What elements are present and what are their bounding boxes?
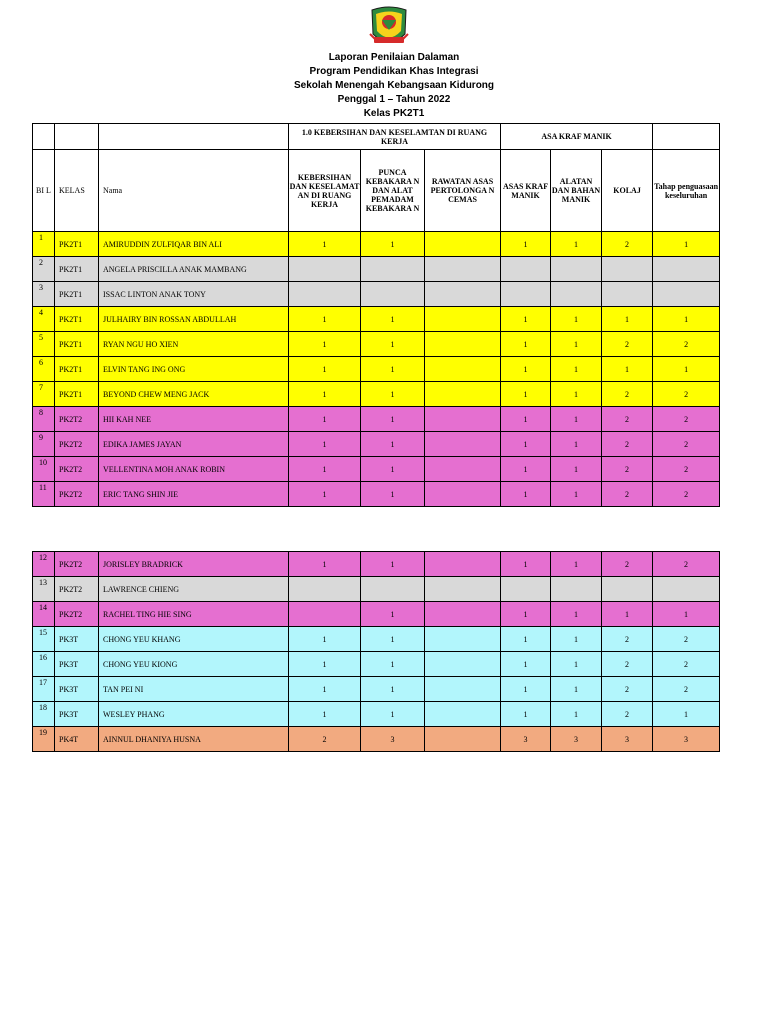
cell-nama: JORISLEY BRADRICK (99, 552, 289, 577)
cell-kolaj: 2 (602, 552, 653, 577)
cell-punca-kebakaran (361, 257, 425, 282)
cell-punca-kebakaran: 1 (361, 307, 425, 332)
cell-rawatan (425, 357, 501, 382)
cell-nama: TAN PEI NI (99, 677, 289, 702)
cell-kelas: PK3T (55, 677, 99, 702)
cell-kebersihan: 1 (289, 652, 361, 677)
cell-asas-kraf (501, 282, 551, 307)
table-row (33, 407, 720, 432)
cell-bil: 1 (33, 232, 55, 257)
column-header-kolaj: KOLAJ (602, 150, 653, 232)
cell-tahap: 2 (653, 407, 720, 432)
table-row (33, 702, 720, 727)
cell-kolaj: 2 (602, 407, 653, 432)
cell-bil: 16 (33, 652, 55, 677)
cell-alatan: 1 (551, 457, 602, 482)
cell-alatan: 1 (551, 407, 602, 432)
cell-nama: ERIC TANG SHIN JIE (99, 482, 289, 507)
report-header (200, 51, 588, 121)
cell-kolaj: 2 (602, 702, 653, 727)
cell-kebersihan: 1 (289, 357, 361, 382)
cell-punca-kebakaran: 1 (361, 627, 425, 652)
cell-asas-kraf: 1 (501, 332, 551, 357)
cell-asas-kraf: 1 (501, 602, 551, 627)
cell-kelas: PK2T2 (55, 432, 99, 457)
cell-punca-kebakaran: 1 (361, 457, 425, 482)
cell-kelas: PK2T1 (55, 282, 99, 307)
cell-nama: CHONG YEU KHANG (99, 627, 289, 652)
school-name: Sekolah Menengah Kebangsaan Kidurong (293, 80, 495, 91)
cell-kebersihan (289, 602, 361, 627)
cell-punca-kebakaran (361, 282, 425, 307)
cell-bil: 12 (33, 552, 55, 577)
cell-rawatan (425, 307, 501, 332)
cell-kelas: PK2T2 (55, 482, 99, 507)
cell-kolaj: 2 (602, 232, 653, 257)
cell-rawatan (425, 727, 501, 752)
cell-nama: LAWRENCE CHIENG (99, 577, 289, 602)
cell-kolaj: 2 (602, 652, 653, 677)
cell-kebersihan: 2 (289, 727, 361, 752)
cell-bil: 10 (33, 457, 55, 482)
cell-kebersihan: 1 (289, 552, 361, 577)
cell-kolaj: 3 (602, 727, 653, 752)
cell-bil: 6 (33, 357, 55, 382)
table-row (33, 727, 720, 752)
cell-alatan: 1 (551, 432, 602, 457)
cell-kolaj: 2 (602, 432, 653, 457)
cell-kolaj: 2 (602, 332, 653, 357)
table-row (33, 677, 720, 702)
cell-nama: RYAN NGU HO XIEN (99, 332, 289, 357)
cell-tahap (653, 577, 720, 602)
cell-tahap: 2 (653, 482, 720, 507)
cell-punca-kebakaran: 3 (361, 727, 425, 752)
cell-asas-kraf: 1 (501, 357, 551, 382)
cell-asas-kraf: 1 (501, 457, 551, 482)
cell-nama: RACHEL TING HIE SING (99, 602, 289, 627)
header-blank (99, 124, 289, 150)
cell-tahap: 2 (653, 332, 720, 357)
cell-bil: 15 (33, 627, 55, 652)
term-year: Penggal 1 – Tahun 2022 (337, 94, 451, 105)
table-row (33, 652, 720, 677)
cell-kebersihan: 1 (289, 457, 361, 482)
cell-punca-kebakaran: 1 (361, 382, 425, 407)
cell-nama: VELLENTINA MOH ANAK ROBIN (99, 457, 289, 482)
cell-kolaj: 1 (602, 602, 653, 627)
cell-rawatan (425, 232, 501, 257)
cell-tahap: 2 (653, 552, 720, 577)
cell-bil: 17 (33, 677, 55, 702)
cell-alatan: 1 (551, 332, 602, 357)
cell-rawatan (425, 257, 501, 282)
cell-tahap: 1 (653, 602, 720, 627)
cell-kelas: PK2T2 (55, 602, 99, 627)
cell-kolaj: 1 (602, 307, 653, 332)
cell-kelas: PK2T1 (55, 382, 99, 407)
header-blank (33, 124, 55, 150)
cell-alatan: 1 (551, 702, 602, 727)
cell-asas-kraf: 1 (501, 382, 551, 407)
cell-punca-kebakaran: 1 (361, 432, 425, 457)
cell-asas-kraf: 1 (501, 232, 551, 257)
cell-asas-kraf: 1 (501, 307, 551, 332)
cell-punca-kebakaran: 1 (361, 407, 425, 432)
table-row (33, 457, 720, 482)
header-blank (653, 124, 720, 150)
column-header-kelas: KELAS (55, 150, 99, 232)
cell-rawatan (425, 652, 501, 677)
table-row (33, 602, 720, 627)
cell-kebersihan: 1 (289, 332, 361, 357)
cell-asas-kraf: 1 (501, 627, 551, 652)
cell-punca-kebakaran: 1 (361, 652, 425, 677)
cell-kelas: PK2T2 (55, 577, 99, 602)
column-header-punca-kebakaran: PUNCA KEBAKARA N DAN ALAT PEMADAM KEBAKARA N (361, 150, 425, 232)
cell-tahap: 2 (653, 652, 720, 677)
cell-kebersihan (289, 577, 361, 602)
cell-punca-kebakaran: 1 (361, 677, 425, 702)
cell-kebersihan: 1 (289, 482, 361, 507)
cell-kolaj: 2 (602, 627, 653, 652)
table-row (33, 307, 720, 332)
cell-tahap: 2 (653, 677, 720, 702)
cell-kelas: PK3T (55, 627, 99, 652)
cell-bil: 11 (33, 482, 55, 507)
cell-kebersihan: 1 (289, 677, 361, 702)
cell-bil: 9 (33, 432, 55, 457)
table-row (33, 382, 720, 407)
cell-kelas: PK2T1 (55, 332, 99, 357)
cell-rawatan (425, 702, 501, 727)
table-row (33, 332, 720, 357)
cell-punca-kebakaran: 1 (361, 332, 425, 357)
column-header-bil: BI L (33, 150, 55, 232)
cell-nama: ELVIN TANG ING ONG (99, 357, 289, 382)
cell-asas-kraf: 3 (501, 727, 551, 752)
column-header-rawatan: RAWATAN ASAS PERTOLONGA N CEMAS (425, 150, 501, 232)
cell-rawatan (425, 677, 501, 702)
cell-kolaj: 2 (602, 382, 653, 407)
cell-bil: 14 (33, 602, 55, 627)
cell-rawatan (425, 602, 501, 627)
cell-kelas: PK4T (55, 727, 99, 752)
cell-nama: BEYOND CHEW MENG JACK (99, 382, 289, 407)
cell-bil: 4 (33, 307, 55, 332)
cell-kebersihan (289, 257, 361, 282)
cell-rawatan (425, 552, 501, 577)
cell-alatan: 3 (551, 727, 602, 752)
table-row (33, 282, 720, 307)
cell-rawatan (425, 627, 501, 652)
cell-nama: ISSAC LINTON ANAK TONY (99, 282, 289, 307)
cell-nama: EDIKA JAMES JAYAN (99, 432, 289, 457)
cell-tahap: 2 (653, 457, 720, 482)
group-header-kebersihan: 1.0 KEBERSIHAN DAN KESELAMTAN DI RUANG KERJA (289, 124, 501, 150)
cell-kebersihan: 1 (289, 432, 361, 457)
cell-kolaj: 2 (602, 677, 653, 702)
cell-alatan (551, 282, 602, 307)
cell-alatan: 1 (551, 482, 602, 507)
table-row (33, 552, 720, 577)
cell-tahap: 2 (653, 382, 720, 407)
table-row (33, 482, 720, 507)
cell-punca-kebakaran: 1 (361, 552, 425, 577)
cell-asas-kraf: 1 (501, 407, 551, 432)
table-row (33, 257, 720, 282)
cell-tahap (653, 257, 720, 282)
cell-rawatan (425, 482, 501, 507)
column-header-asas-kraf: ASAS KRAF MANIK (501, 150, 551, 232)
cell-tahap (653, 282, 720, 307)
cell-bil: 13 (33, 577, 55, 602)
assessment-table-page1 (32, 123, 720, 507)
program-name: Program Pendidikan Khas Integrasi (309, 66, 479, 77)
cell-kelas: PK2T1 (55, 307, 99, 332)
cell-kolaj: 2 (602, 457, 653, 482)
cell-kebersihan: 1 (289, 232, 361, 257)
cell-asas-kraf: 1 (501, 482, 551, 507)
table-row (33, 232, 720, 257)
column-header-nama: Nama (99, 150, 289, 232)
cell-kebersihan: 1 (289, 382, 361, 407)
cell-kolaj: 2 (602, 482, 653, 507)
cell-kebersihan: 1 (289, 627, 361, 652)
cell-alatan: 1 (551, 627, 602, 652)
cell-punca-kebakaran: 1 (361, 357, 425, 382)
cell-nama: CHONG YEU KIONG (99, 652, 289, 677)
cell-asas-kraf: 1 (501, 702, 551, 727)
cell-alatan: 1 (551, 232, 602, 257)
cell-tahap: 2 (653, 627, 720, 652)
cell-kebersihan: 1 (289, 407, 361, 432)
cell-alatan: 1 (551, 307, 602, 332)
cell-kelas: PK2T2 (55, 407, 99, 432)
cell-asas-kraf: 1 (501, 677, 551, 702)
column-header-alatan: ALATAN DAN BAHAN MANIK (551, 150, 602, 232)
cell-bil: 2 (33, 257, 55, 282)
table-row (33, 432, 720, 457)
group-header-kraf-manik: ASA KRAF MANIK (501, 124, 653, 150)
cell-tahap: 1 (653, 307, 720, 332)
cell-asas-kraf (501, 577, 551, 602)
cell-kelas: PK2T1 (55, 257, 99, 282)
cell-rawatan (425, 577, 501, 602)
cell-asas-kraf: 1 (501, 652, 551, 677)
cell-asas-kraf: 1 (501, 552, 551, 577)
cell-alatan (551, 257, 602, 282)
cell-nama: ANGELA PRISCILLA ANAK MAMBANG (99, 257, 289, 282)
table-row (33, 357, 720, 382)
cell-bil: 8 (33, 407, 55, 432)
cell-kolaj (602, 577, 653, 602)
cell-rawatan (425, 332, 501, 357)
cell-kolaj: 1 (602, 357, 653, 382)
cell-kelas: PK2T1 (55, 357, 99, 382)
cell-nama: JULHAIRY BIN ROSSAN ABDULLAH (99, 307, 289, 332)
cell-rawatan (425, 407, 501, 432)
cell-asas-kraf (501, 257, 551, 282)
cell-alatan (551, 577, 602, 602)
cell-rawatan (425, 457, 501, 482)
cell-punca-kebakaran: 1 (361, 232, 425, 257)
assessment-table-page2 (32, 551, 720, 752)
cell-punca-kebakaran: 1 (361, 602, 425, 627)
cell-kolaj (602, 257, 653, 282)
cell-kebersihan (289, 282, 361, 307)
cell-bil: 19 (33, 727, 55, 752)
cell-asas-kraf: 1 (501, 432, 551, 457)
cell-nama: HII KAH NEE (99, 407, 289, 432)
class-name: Kelas PK2T1 (363, 108, 425, 119)
cell-nama: AINNUL DHANIYA HUSNA (99, 727, 289, 752)
cell-tahap: 2 (653, 432, 720, 457)
cell-punca-kebakaran: 1 (361, 702, 425, 727)
cell-punca-kebakaran: 1 (361, 482, 425, 507)
cell-alatan: 1 (551, 677, 602, 702)
school-emblem-logo (368, 4, 410, 50)
table-row (33, 627, 720, 652)
cell-nama: AMIRUDDIN ZULFIQAR BIN ALI (99, 232, 289, 257)
cell-alatan: 1 (551, 382, 602, 407)
cell-tahap: 1 (653, 702, 720, 727)
header-blank (55, 124, 99, 150)
cell-alatan: 1 (551, 652, 602, 677)
cell-kelas: PK2T2 (55, 457, 99, 482)
cell-tahap: 3 (653, 727, 720, 752)
cell-kebersihan: 1 (289, 702, 361, 727)
cell-alatan: 1 (551, 602, 602, 627)
cell-tahap: 1 (653, 357, 720, 382)
cell-kebersihan: 1 (289, 307, 361, 332)
cell-tahap: 1 (653, 232, 720, 257)
cell-bil: 3 (33, 282, 55, 307)
column-header-kebersihan: KEBERSIHAN DAN KESELAMAT AN DI RUANG KERJA (289, 150, 361, 232)
cell-kelas: PK2T2 (55, 552, 99, 577)
cell-kolaj (602, 282, 653, 307)
cell-punca-kebakaran (361, 577, 425, 602)
cell-kelas: PK3T (55, 702, 99, 727)
cell-bil: 18 (33, 702, 55, 727)
cell-alatan: 1 (551, 552, 602, 577)
cell-kelas: PK3T (55, 652, 99, 677)
cell-rawatan (425, 282, 501, 307)
cell-alatan: 1 (551, 357, 602, 382)
column-header-tahap: Tahap penguasaan keseluruhan (653, 150, 720, 232)
cell-rawatan (425, 432, 501, 457)
cell-bil: 7 (33, 382, 55, 407)
table-row (33, 577, 720, 602)
cell-bil: 5 (33, 332, 55, 357)
cell-nama: WESLEY PHANG (99, 702, 289, 727)
cell-rawatan (425, 382, 501, 407)
report-title: Laporan Penilaian Dalaman (328, 52, 460, 63)
cell-kelas: PK2T1 (55, 232, 99, 257)
